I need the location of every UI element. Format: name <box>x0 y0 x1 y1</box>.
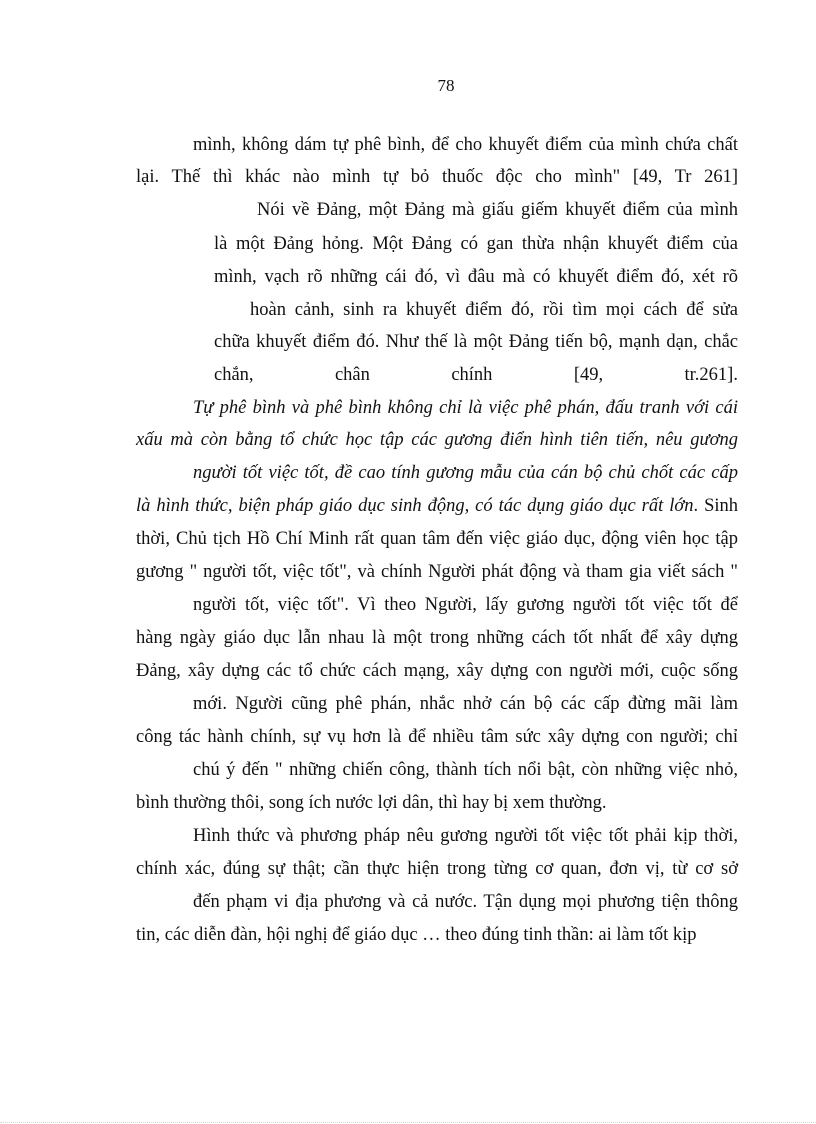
text-line: chú ý đến " những chiến công, thành tích nổi bật, còn những việc nhỏ, <box>193 760 738 780</box>
italic-line: Tự phê bình và phê bình không chỉ là việc phê phán, đấu tranh với cái <box>193 398 738 418</box>
word: chân <box>334 365 370 385</box>
word: chính <box>451 365 493 385</box>
text-line: mới. Người cũng phê phán, nhắc nhở cán bộ các cấp đừng mãi làm <box>193 694 738 714</box>
italic-text: là hình thức, biện pháp giáo dục sinh động, có tác dụng giáo dục rất lớn <box>136 496 694 516</box>
text-line: bình thường thôi, song ích nước lợi dân, thì hay bị xem thường. <box>136 793 607 813</box>
text-line: thời, Chủ tịch Hồ Chí Minh rất quan tâm đến việc giáo dục, động viên học tập <box>136 529 738 549</box>
italic-line: xấu mà còn bằng tổ chức học tập các gương điển hình tiên tiến, nêu gương <box>136 430 738 450</box>
text-line: chính xác, đúng sự thật; cần thực hiện trong từng cơ quan, đơn vị, từ cơ sở <box>136 859 738 879</box>
word: tr.261]. <box>684 365 738 385</box>
quote-line: chữa khuyết điểm đó. Như thế là một Đảng tiến bộ, mạnh dạn, chắc <box>214 332 738 352</box>
quote-line: Nói về Đảng, một Đảng mà giấu giếm khuyết điểm của mình <box>257 200 738 220</box>
quote-line: mình, vạch rõ những cái đó, vì đâu mà có khuyết điểm đó, xét rõ <box>214 267 738 287</box>
text-line: đến phạm vi địa phương và cả nước. Tận dụng mọi phương tiện thông <box>193 892 738 912</box>
text-line: người tốt, việc tốt". Vì theo Người, lấy gương người tốt việc tốt để <box>193 595 738 615</box>
text-line: hàng ngày giáo dục lẫn nhau là một trong những cách tốt nhất để xây dựng <box>136 628 738 648</box>
text-line: Hình thức và phương pháp nêu gương người tốt việc tốt phải kịp thời, <box>193 826 738 846</box>
quote-line: hoàn cảnh, sinh ra khuyết điểm đó, rồi tìm mọi cách để sửa <box>250 300 738 320</box>
text-line: lại. Thế thì khác nào mình tự bỏ thuốc độc cho mình" [49, Tr 261] <box>136 167 738 187</box>
quote-line: là một Đảng hỏng. Một Đảng có gan thừa nhận khuyết điểm của <box>214 234 738 254</box>
mixed-line <box>136 494 738 518</box>
word: chắn, <box>214 365 254 385</box>
page-number: 78 <box>437 76 455 95</box>
italic-line: người tốt việc tốt, đề cao tính gương mẫu của cán bộ chủ chốt các cấp <box>193 463 738 483</box>
word: [49, <box>573 365 604 385</box>
text-line: Đảng, xây dựng các tổ chức cách mạng, xây dựng con người mới, cuộc sống <box>136 661 738 681</box>
normal-text: . Sinh <box>693 496 739 516</box>
text-line: công tác hành chính, sự vụ hơn là để nhiều tâm sức xây dựng con người; chỉ <box>136 727 738 747</box>
quote-citation-line <box>214 363 738 387</box>
text-line: tin, các diễn đàn, hội nghị để giáo dục … theo đúng tinh thần: ai làm tốt kịp <box>136 925 697 945</box>
text-line: gương " người tốt, việc tốt", và chính Người phát động và tham gia viết sách " <box>136 562 738 582</box>
text-line: mình, không dám tự phê bình, để cho khuyết điểm của mình chứa chất <box>193 135 738 155</box>
